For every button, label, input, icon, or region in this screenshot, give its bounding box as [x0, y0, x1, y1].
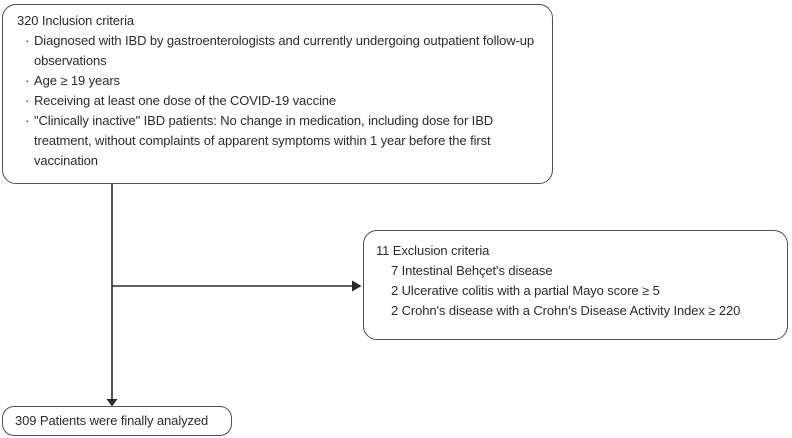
list-item-text: Receiving at least one dose of the COVID-19 vaccine: [34, 93, 337, 108]
list-item: [25, 71, 544, 91]
bullet-dot: ·: [25, 93, 30, 108]
bullet-dot: ·: [25, 113, 30, 128]
inclusion-criteria-box: [2, 4, 553, 184]
list-item-text: Diagnosed with IBD by gastroenterologists and currently undergoing outpatient follow-up observations: [34, 33, 535, 68]
final-analyzed-box: [2, 406, 232, 436]
list-item-text: Age ≥ 19 years: [34, 73, 120, 88]
arrow-right-icon: [352, 281, 362, 292]
list-item: 7 Intestinal Behçet's disease: [391, 263, 553, 278]
final-box-label: 309 Patients were finally analyzed: [15, 413, 209, 428]
exclusion-criteria-list: [391, 261, 777, 321]
list-item: [25, 111, 544, 171]
bullet-dot: ·: [25, 73, 30, 88]
exclusion-box-title: 11 Exclusion criteria: [376, 243, 490, 258]
exclusion-criteria-box: [363, 230, 788, 340]
bullet-dot: ·: [25, 33, 30, 48]
inclusion-criteria-list: [25, 31, 544, 171]
list-item: [25, 31, 544, 71]
inclusion-box-title: 320 Inclusion criteria: [17, 13, 135, 28]
list-item: [25, 91, 544, 111]
list-item-text: "Clinically inactive" IBD patients: No change in medication, including dose for IBD treatment, without complaints of apparent symptoms within 1 year before the first vaccination: [34, 113, 494, 168]
list-item: 2 Crohn's disease with a Crohn's Disease Activity Index ≥ 220: [391, 303, 741, 318]
list-item: 2 Ulcerative colitis with a partial Mayo score ≥ 5: [391, 283, 660, 298]
